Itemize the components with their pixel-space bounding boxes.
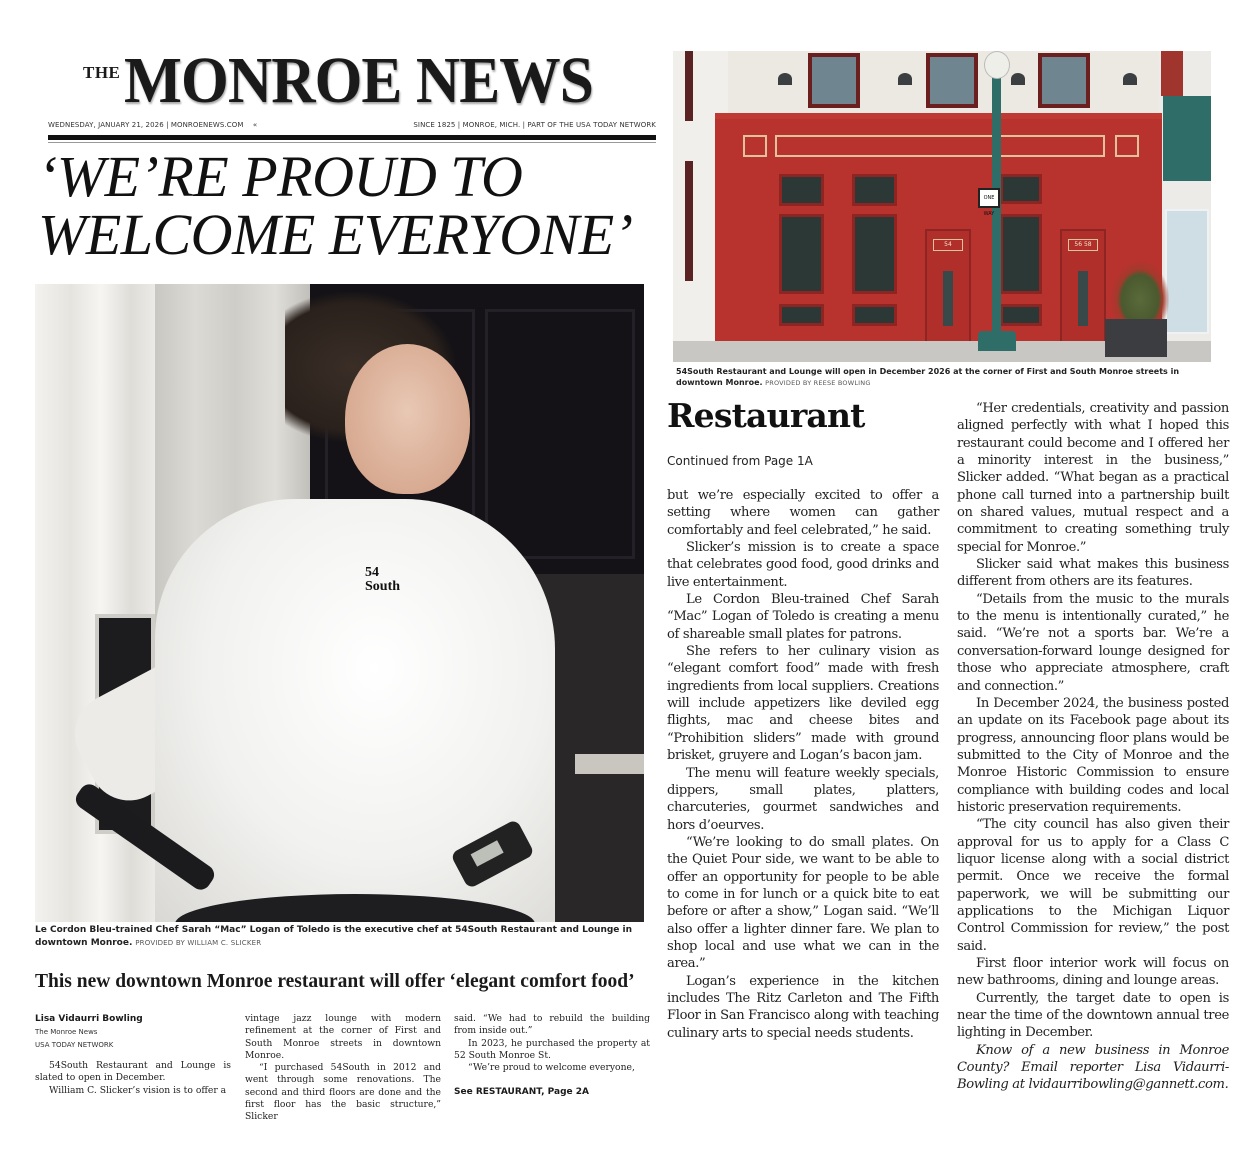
photo-upper-window bbox=[808, 53, 860, 108]
headline-line-2: WELCOME EVERYONE’ bbox=[38, 202, 633, 267]
door-window bbox=[943, 271, 953, 326]
masthead-rule-thin bbox=[48, 142, 656, 143]
photo-green-awning bbox=[1163, 96, 1211, 181]
photo-transom-window bbox=[852, 174, 897, 206]
paragraph: Slicker’s mission is to create a space that celebrates good food, good drinks and live entertainment. bbox=[667, 540, 939, 590]
photo-transom-window bbox=[1000, 174, 1042, 204]
chef-photo-caption bbox=[35, 924, 645, 950]
photo-lamp-base bbox=[978, 331, 1016, 351]
paragraph: “Her credentials, creativity and passion aligned perfectly with what I hoped this restaurant could become and I offered her a minority interest in the business,” Slicker added. “What began as a practical phone call turned into a partnership built on shared values, mutual respect and a commitment to creating something truly special for Monroe.” bbox=[957, 401, 1229, 555]
photo-window-strip bbox=[685, 161, 693, 281]
building-caption-text: 54South Restaurant and Lounge will open in December 2026 at the corner of First and South Monroe streets in downtown Monroe. bbox=[676, 367, 1180, 387]
jump-link[interactable]: See RESTAURANT, Page 2A bbox=[454, 1087, 589, 1097]
photo-display-window bbox=[852, 214, 897, 294]
dateline-mark: « bbox=[252, 121, 258, 129]
photo-lower-window bbox=[779, 304, 824, 326]
paragraph: Logan’s experience in the kitchen includes The Ritz Carleton and The Fifth Floor in San Francisco along with teaching culinary arts to special needs students. bbox=[667, 973, 939, 1041]
byline bbox=[35, 1012, 235, 1052]
paragraph: William C. Slicker’s vision is to offer a bbox=[49, 1084, 227, 1096]
one-way-sign: ONE WAY bbox=[978, 188, 1000, 208]
photo-red-storefront bbox=[715, 113, 1162, 343]
photo-cornice-panel bbox=[775, 135, 1105, 157]
building-photo-caption bbox=[676, 366, 1216, 389]
paragraph: “I purchased 54South in 2012 and went through some renovations. The second and third floors are done and the first floor has the basic structure,” Slicker bbox=[245, 1062, 441, 1123]
headline-line-1: ‘WE’RE PROUD TO bbox=[38, 144, 523, 209]
photo-counter bbox=[575, 754, 644, 774]
nameplate-the: THE bbox=[83, 63, 121, 82]
jacket-logo-word: South bbox=[365, 579, 401, 594]
photo-window-strip bbox=[685, 51, 693, 121]
paragraph: In 2023, he purchased the property at 52 South Monroe St. bbox=[454, 1037, 650, 1061]
photo-cornice-panel bbox=[1115, 135, 1139, 157]
building-photo-credit: PROVIDED BY REESE BOWLING bbox=[765, 379, 871, 387]
chef-photo bbox=[35, 284, 644, 922]
paragraph: “We’re looking to do small plates. On the Quiet Pour side, we want to be able to offer an opportunity for people to be able to come in for lunch or a quick bite to eat before or after a show,” Logan said. “We’ll also offer a lighter dinner fare. We plan to shop local and use what we can in the area.” bbox=[667, 834, 939, 972]
photo-lower-window bbox=[1000, 304, 1042, 326]
main-headline bbox=[38, 144, 658, 267]
photo-blue-door bbox=[1165, 209, 1209, 334]
jump-column-1 bbox=[667, 487, 939, 1042]
photo-wall-lamp bbox=[898, 73, 912, 85]
jump-headline: Restaurant bbox=[667, 396, 865, 435]
reporter-tagline: Know of a new business in Monroe County? Email reporter Lisa Vidaurri-Bowling at lvidaurribowling@gannett.com. bbox=[957, 1042, 1229, 1093]
door-number: 56 58 bbox=[1068, 239, 1098, 251]
continued-from-label[interactable]: Continued from Page 1A bbox=[667, 454, 813, 468]
photo-cabinet-door bbox=[485, 309, 635, 559]
chef-photo-credit: PROVIDED BY WILLIAM C. SLICKER bbox=[135, 939, 262, 947]
paragraph: In December 2024, the business posted an update on its Facebook page about its progress, announcing floor plans would be submitted to the City of Monroe and the Monroe Historic Commission to ensure compliance with building codes and local historic preservation requirements. bbox=[957, 695, 1229, 815]
photo-upper-window bbox=[926, 53, 978, 108]
door-number: 54 bbox=[933, 239, 963, 251]
photo-display-window bbox=[1000, 214, 1042, 294]
photo-upper-window bbox=[1038, 53, 1090, 108]
paragraph: Currently, the target date to open is near the time of the downtown annual tree lighting in December. bbox=[957, 990, 1229, 1041]
front-column-3 bbox=[454, 1013, 650, 1074]
chef-caption-text: Le Cordon Bleu-trained Chef Sarah “Mac” Logan of Toledo is the executive chef at 54South Restaurant and Lounge in downtown Monroe. bbox=[35, 925, 633, 948]
paragraph: 54South Restaurant and Lounge is slated to open in December. bbox=[35, 1060, 231, 1084]
dateline bbox=[48, 121, 656, 129]
photo-transom-window bbox=[779, 174, 824, 206]
paragraph: “The city council has also given their approval for us to apply for a Class C liquor license along with a social district permit. Once we receive the formal paperwork, we will be submitting our applications to the Michigan Liquor Control Commission for review,” the post said. bbox=[957, 817, 1229, 954]
byline-network: USA TODAY NETWORK bbox=[35, 1041, 114, 1049]
dateline-left bbox=[48, 121, 257, 129]
paragraph: “We’re proud to welcome everyone, bbox=[468, 1062, 635, 1074]
photo-wall-lamp bbox=[778, 73, 792, 85]
paragraph: The menu will feature weekly specials, dippers, small plates, platters, charcuteries, gourmet sandwiches and hors d’oeurves. bbox=[667, 765, 939, 833]
photo-chef-face bbox=[345, 344, 470, 494]
paragraph: First floor interior work will focus on new bathrooms, dining and lounge areas. bbox=[957, 956, 1229, 989]
byline-author: Lisa Vidaurri Bowling bbox=[35, 1014, 143, 1024]
paragraph: “Details from the music to the murals to the menu is intentionally curated,” he said. “We’re not a sports bar. We’re a conversation-forward lounge designed for those who appreciate atmosphere, craft and connection.” bbox=[957, 591, 1229, 694]
paragraph: said. “We had to rebuild the building from inside out.” bbox=[454, 1013, 650, 1037]
building-photo bbox=[673, 51, 1211, 362]
photo-cornice-panel bbox=[743, 135, 767, 157]
front-column-1 bbox=[35, 1060, 231, 1097]
byline-publication: The Monroe News bbox=[35, 1028, 98, 1036]
jacket-logo-number: 54 bbox=[365, 565, 379, 580]
photo-display-window bbox=[779, 214, 824, 294]
subheadline: This new downtown Monroe restaurant will offer ‘elegant comfort food’ bbox=[35, 971, 635, 992]
paragraph: She refers to her culinary vision as “elegant comfort food” made with fresh ingredients from local suppliers. Creations will include appetizers like deviled egg flights, mac and cheese bites and “Prohibition sliders” made with ground brisket, gruyere and Logan’s bacon jam. bbox=[667, 644, 939, 764]
jacket-logo bbox=[365, 566, 400, 594]
masthead-rule bbox=[48, 135, 656, 140]
front-column-2 bbox=[245, 1013, 441, 1124]
photo-wall-lamp bbox=[1011, 73, 1025, 85]
paragraph: but we’re especially excited to offer a setting where women can gather comfortably and feel celebrated,” he said. bbox=[667, 488, 939, 538]
nameplate bbox=[83, 44, 629, 117]
jump-column-2 bbox=[957, 400, 1229, 1094]
photo-wall-lamp bbox=[1123, 73, 1137, 85]
photo-lamp-globe bbox=[984, 51, 1010, 79]
nameplate-title: MONROE NEWS bbox=[124, 44, 594, 117]
dateline-right: SINCE 1825 | MONROE, MICH. | PART OF THE USA TODAY NETWORK bbox=[413, 121, 656, 129]
photo-lower-window bbox=[852, 304, 897, 326]
photo-neighbor-brick bbox=[1161, 51, 1183, 96]
paragraph: Le Cordon Bleu-trained Chef Sarah “Mac” Logan of Toledo is creating a menu of shareable small plates for patrons. bbox=[667, 592, 939, 642]
dateline-date-site: WEDNESDAY, JANUARY 21, 2026 | MONROENEWS.COM bbox=[48, 121, 244, 129]
photo-planter bbox=[1105, 319, 1167, 357]
door-window bbox=[1078, 271, 1088, 326]
paragraph: Slicker said what makes this business different from others are its features. bbox=[957, 557, 1229, 590]
paragraph: vintage jazz lounge with modern refinement at the corner of First and South Monroe streets in downtown Monroe. bbox=[245, 1013, 441, 1061]
